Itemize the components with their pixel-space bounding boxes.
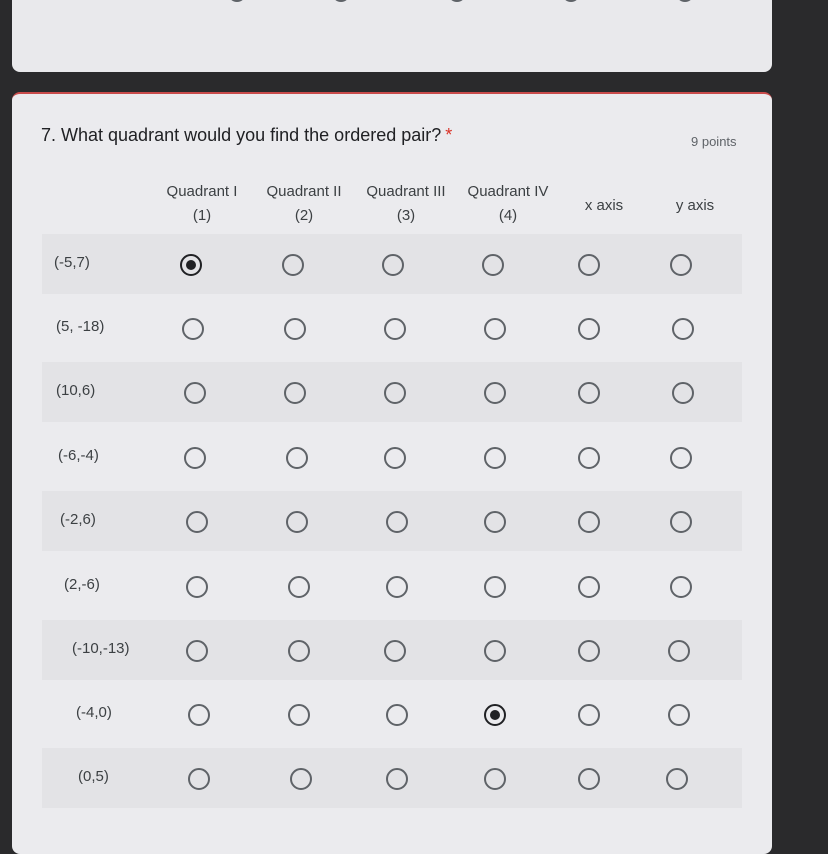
radio-button[interactable] [288,640,310,662]
radio-button[interactable] [578,254,600,276]
row-label: (10,6) [56,382,96,399]
grid-row [42,427,742,487]
radio-button[interactable] [670,447,692,469]
radio-button[interactable] [578,447,600,469]
column-header-quadrant-3: Quadrant III (3) [366,183,446,224]
radio-button[interactable] [386,576,408,598]
column-header-quadrant-1: Quadrant I (1) [166,183,238,224]
row-label: (-2,6) [60,511,96,528]
grid-row [42,298,742,358]
radio-button[interactable] [668,704,690,726]
radio-button[interactable] [484,576,506,598]
grid-row [42,491,742,551]
radio-button[interactable] [482,254,504,276]
radio-button[interactable] [182,318,204,340]
radio-button[interactable] [282,254,304,276]
column-header-quadrant-2: Quadrant II (2) [266,183,342,224]
radio-button[interactable] [186,511,208,533]
grid-row [42,556,742,616]
radio-button[interactable] [288,704,310,726]
radio-button[interactable] [484,768,506,790]
row-label: (-5,7) [54,254,90,271]
previous-radio-4[interactable] [562,0,580,2]
grid-row [42,620,742,680]
radio-button[interactable] [578,511,600,533]
column-header-x-axis: x axis [584,197,624,214]
radio-button[interactable] [186,640,208,662]
radio-button[interactable] [188,768,210,790]
radio-button[interactable] [484,640,506,662]
radio-button[interactable] [184,382,206,404]
radio-button[interactable] [384,318,406,340]
required-asterisk: * [445,125,453,145]
radio-button[interactable] [188,704,210,726]
radio-button[interactable] [484,704,506,726]
radio-button[interactable] [384,640,406,662]
radio-button[interactable] [672,382,694,404]
previous-radio-3[interactable] [448,0,466,2]
question-text: 7. What quadrant would you find the ordered pair? [41,125,442,145]
column-header-quadrant-4: Quadrant IV (4) [467,183,549,224]
radio-button[interactable] [382,254,404,276]
radio-button[interactable] [386,511,408,533]
radio-button[interactable] [672,318,694,340]
previous-radio-2[interactable] [332,0,350,2]
radio-button[interactable] [184,447,206,469]
radio-button[interactable] [484,382,506,404]
row-label: (2,-6) [64,576,100,593]
previous-radio-1[interactable] [228,0,246,2]
row-label: (-4,0) [76,704,112,721]
row-label: (5, -18) [56,318,105,335]
radio-button[interactable] [578,382,600,404]
radio-button[interactable] [484,511,506,533]
radio-button[interactable] [578,318,600,340]
radio-button[interactable] [578,640,600,662]
radio-button[interactable] [384,447,406,469]
radio-button[interactable] [386,768,408,790]
radio-button[interactable] [484,447,506,469]
previous-question-card [12,0,772,72]
points-label: 9 points [691,134,737,149]
radio-button[interactable] [670,576,692,598]
radio-button[interactable] [284,382,306,404]
radio-button[interactable] [670,511,692,533]
row-label: (-6,-4) [58,447,99,464]
radio-button[interactable] [180,254,202,276]
radio-button[interactable] [288,576,310,598]
radio-button[interactable] [484,318,506,340]
radio-button[interactable] [286,447,308,469]
previous-radio-5[interactable] [676,0,694,2]
radio-button[interactable] [290,768,312,790]
radio-button[interactable] [186,576,208,598]
radio-button[interactable] [668,640,690,662]
grid-row [42,234,742,294]
row-label: (-10,-13) [72,640,130,657]
column-header-y-axis: y axis [675,197,715,214]
radio-button[interactable] [386,704,408,726]
radio-button[interactable] [284,318,306,340]
radio-button[interactable] [384,382,406,404]
question-title [41,125,452,146]
row-label: (0,5) [78,768,109,785]
radio-button[interactable] [578,768,600,790]
grid-row [42,684,742,744]
grid-row [42,748,742,808]
grid-row [42,362,742,422]
question-card [12,92,772,854]
radio-button[interactable] [578,704,600,726]
radio-button[interactable] [666,768,688,790]
radio-button[interactable] [286,511,308,533]
radio-button[interactable] [578,576,600,598]
radio-button[interactable] [670,254,692,276]
